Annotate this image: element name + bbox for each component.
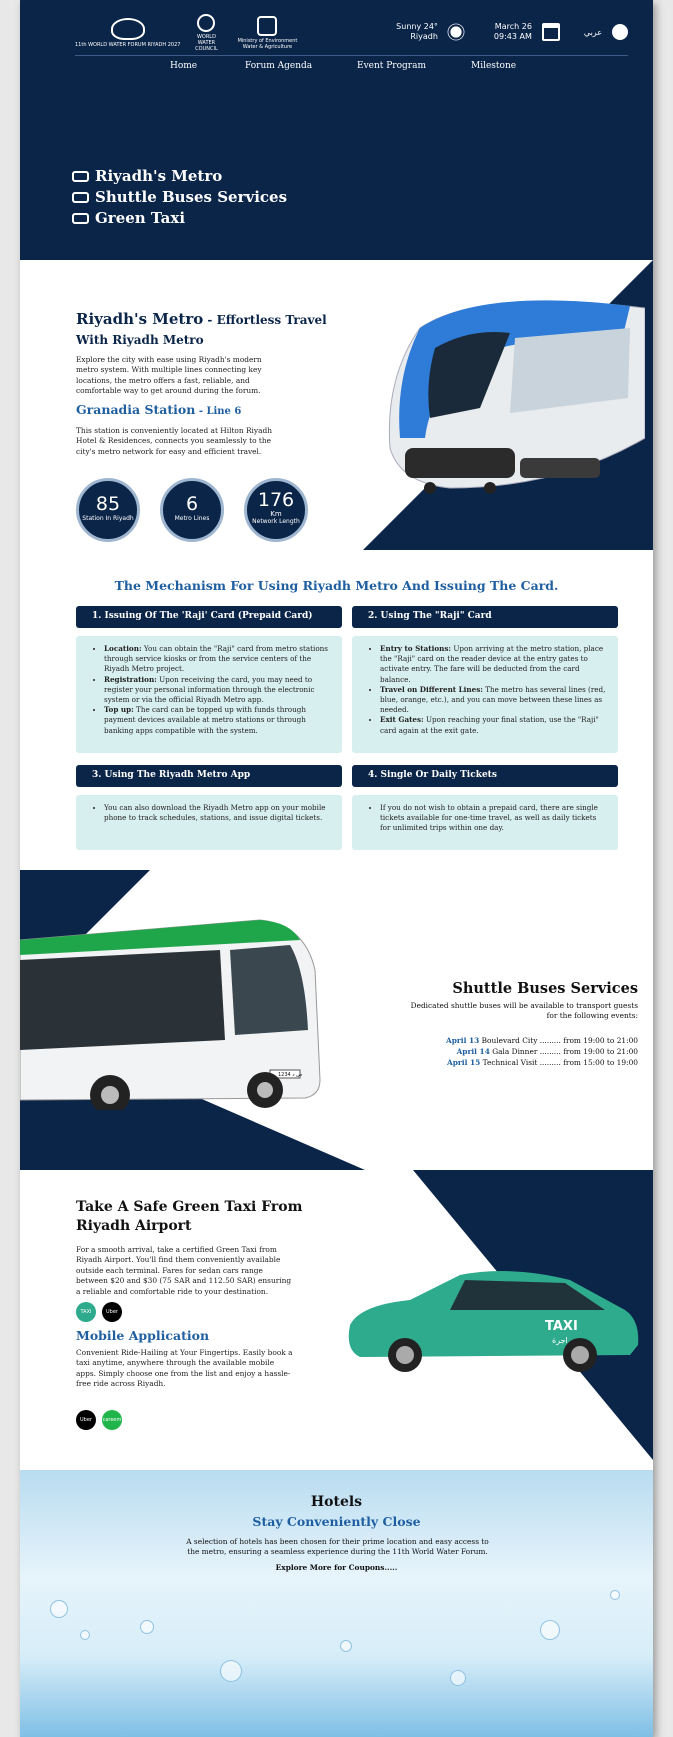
card-3-heading: 3. Using The Riyadh Metro App (76, 765, 342, 787)
header (20, 0, 653, 260)
hero-list (72, 166, 287, 229)
calendar-icon (542, 23, 560, 41)
page (20, 0, 653, 1737)
careem-badge[interactable]: careem (102, 1410, 122, 1430)
card-1-body (76, 636, 342, 753)
card-1-heading: 1. Issuing Of The 'Raji' Card (Prepaid Card) (76, 606, 342, 628)
bus-text: Dedicated shuttle buses will be available to transport guests for the following events: (410, 1001, 638, 1020)
card-3-body (76, 795, 342, 850)
mobile-app-text: Convenient Ride-Hailing at Your Fingertips. Easily book a taxi anytime, anywhere through the available mobile apps. Simply choose one from the list and enjoy a hassle-free ride across Riyadh. (76, 1348, 293, 1389)
bus-title: Shuttle Buses Services (452, 980, 638, 997)
hero-item-metro[interactable]: Riyadh's Metro (72, 166, 287, 187)
schedule-row: April 13 Boulevard City ......... from 19:00 to 21:00 (446, 1036, 638, 1045)
card-4-heading: 4. Single Or Daily Tickets (352, 765, 618, 787)
schedule-row: April 14 Gala Dinner ......... from 19:00 to 21:00 (456, 1047, 638, 1056)
list-item: • Exit Gates: Upon reaching your final station, use the "Raji" card again at the exit gate. (380, 715, 608, 735)
metro-intro: Explore the city with ease using Riyadh's modern metro system. With multiple lines connecting key locations, the metro offers a fast, reliable, and comfortable way to get around during the forum. (76, 355, 262, 396)
hero-item-taxi[interactable]: Green Taxi (72, 208, 287, 229)
water-bubble (80, 1630, 90, 1640)
main-nav (170, 61, 551, 71)
top-info (396, 22, 628, 42)
globe-icon[interactable] (612, 24, 628, 40)
uber-badge[interactable]: Uber (102, 1302, 122, 1322)
weather-readout: Sunny 24° Riyadh (396, 22, 438, 41)
nav-event-program[interactable]: Event Program (357, 61, 426, 71)
header-divider (75, 55, 628, 56)
taxi-icon (72, 213, 89, 224)
bus-schedule (446, 1035, 638, 1068)
list-item: • Entry to Stations: Upon arriving at the metro station, place the "Raji" card on the reader device at the entry gates to activate entry. The fare will be deducted from the card balance. (380, 644, 608, 685)
metro-stats (76, 478, 308, 542)
metro-title: Riyadh's Metro - Effortless Travel With Riyadh Metro (76, 310, 327, 347)
list-item: • If you do not wish to obtain a prepaid card, there are single tickets available for one-time travel, as well as daily tickets for unlimited trips within one day. (380, 803, 608, 834)
green-taxi-image (340, 1255, 640, 1375)
list-item: • Top up: The card can be topped up with funds through payment devices available at metro stations or through banking apps compatible with the system. (104, 705, 332, 736)
date-readout: March 26 09:43 AM (493, 22, 532, 41)
station-text: This station is conveniently located at Hilton Riyadh Hotel & Residences, connects you seamlessly to the city's metro network for easy and efficient travel. (76, 426, 272, 456)
water-bubble (140, 1620, 154, 1634)
water-bubble (50, 1600, 68, 1618)
bus-icon (72, 192, 89, 203)
taxi-app-badge[interactable]: TAXI (76, 1302, 96, 1322)
water-bubble (450, 1670, 466, 1686)
nav-home[interactable]: Home (170, 61, 198, 71)
train-icon (72, 171, 89, 182)
language-switch[interactable]: عربي (583, 27, 602, 37)
ministry-logo[interactable]: Ministry of Environment Water & Agriculture (232, 16, 302, 50)
taxi-car-label: TAXI (545, 1319, 578, 1334)
metro-section (20, 260, 653, 560)
taxi-title: Take A Safe Green Taxi From Riyadh Airport (76, 1199, 303, 1234)
list-item: • Registration: Upon receiving the card, you may need to register your personal information through the electronic system or via the official Riyadh Metro app. (104, 675, 332, 706)
sun-icon (450, 26, 461, 37)
uber-badge[interactable]: Uber (76, 1410, 96, 1430)
hotels-subtitle: Stay Conveniently Close (252, 1514, 421, 1529)
mechanism-title: The Mechanism For Using Riyadh Metro And Issuing The Card. (114, 578, 559, 593)
shuttle-bus-image (20, 910, 325, 1110)
card-4-body (352, 795, 618, 850)
world-water-council-logo[interactable]: WORLD WATER COUNCIL (194, 14, 218, 52)
explore-coupons-link[interactable]: Explore More for Coupons..... (275, 1563, 398, 1572)
hotels-section (20, 1470, 653, 1737)
metro-train-image (360, 288, 645, 518)
hotels-title: Hotels (310, 1494, 363, 1510)
water-bubble (610, 1590, 620, 1600)
world-water-forum-logo[interactable]: 11th WORLD WATER FORUM RIYADH 2027 (75, 18, 180, 48)
water-bubble (220, 1660, 242, 1682)
nav-milestone[interactable]: Milestone (471, 61, 517, 71)
taxi-text: For a smooth arrival, take a certified Green Taxi from Riyadh Airport. You'll find them conveniently available outside each terminal. Fares for sedan cars range between $20 and $30 (75 SAR and 112.50 SAR) ensuring a reliable and comfortable ride to your destination. (76, 1245, 292, 1296)
hotels-text: A selection of hotels has been chosen for their prime location and easy access to the metro, ensuring a seamless experience during the 11th World Water Forum. (186, 1537, 489, 1556)
bus-plate: 1234 ص د (278, 1072, 303, 1078)
card-2-heading: 2. Using The "Raji" Card (352, 606, 618, 628)
water-bubble (540, 1620, 560, 1640)
stat-lines: 6 Metro Lines (160, 478, 224, 542)
taxi-section (20, 1170, 653, 1470)
card-2-body (352, 636, 618, 753)
hero-item-bus[interactable]: Shuttle Buses Services (72, 187, 287, 208)
list-item: • Location: You can obtain the "Raji" card from metro stations through service kiosks or from the service centers of the Riyadh Metro project. (104, 644, 332, 675)
logo-group (75, 14, 302, 52)
bus-section (20, 870, 653, 1170)
list-item: • Travel on Different Lines: The metro has several lines (red, blue, orange, etc.), and you can move between these lines as needed. (380, 685, 608, 716)
taxi-car-label-ar: اجرة (552, 1336, 568, 1345)
schedule-row: April 15 Technical Visit ......... from 15:00 to 19:00 (447, 1058, 638, 1067)
list-item: • You can also download the Riyadh Metro app on your mobile phone to track schedules, stations, and issue digital tickets. (104, 803, 332, 823)
station-title: Granadia Station - Line 6 (76, 402, 242, 417)
stat-network-length: 176 Km Network Length (244, 478, 308, 542)
nav-forum-agenda[interactable]: Forum Agenda (245, 61, 313, 71)
water-bubble (340, 1640, 352, 1652)
stat-stations: 85 Station In Riyadh (76, 478, 140, 542)
mobile-app-title: Mobile Application (76, 1328, 210, 1343)
